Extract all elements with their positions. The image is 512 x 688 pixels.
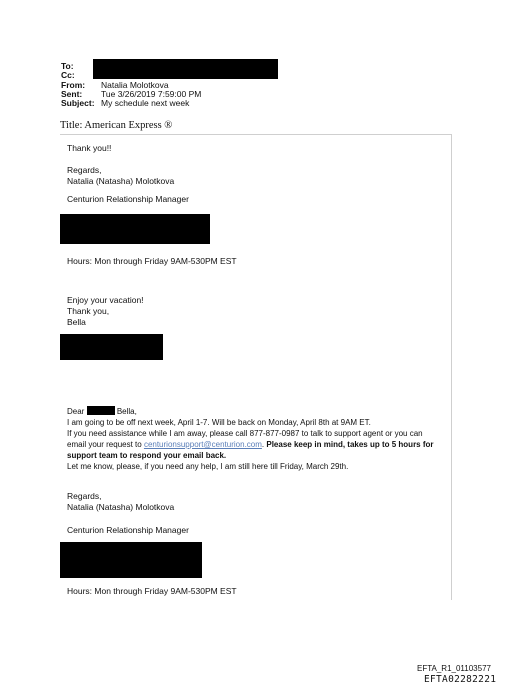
from-label: From: [61,80,86,90]
original-line-4: support team to respond your email back. [67,451,227,460]
original-regards: Regards, [67,491,102,501]
redaction-dear [87,406,115,415]
original-hours: Hours: Mon through Friday 9AM-530PM EST [67,586,237,596]
to-label: To: [61,61,74,71]
frame-top-rule [60,134,452,135]
redaction-bella-signature [60,334,163,360]
redaction-signature-2 [60,542,202,578]
original-line-2: If you need assistance while I am away, please call 877-877-0987 to talk to support agent or you can [67,429,423,438]
line3-post: . [261,440,267,449]
footer-id-1: EFTA_R1_01103577 [417,664,491,673]
reply-regards: Regards, [67,165,102,175]
cc-label: Cc: [61,70,75,80]
bella-name: Bella [67,317,86,327]
reply-role: Centurion Relationship Manager [67,194,189,204]
original-line-5: Let me know, please, if you need any help, I am still here till Friday, March 29th. [67,462,349,471]
original-role: Centurion Relationship Manager [67,525,189,535]
redaction-signature-1 [60,214,210,244]
subject-value: My schedule next week [101,98,190,108]
bella-thank-you: Thank you, [67,306,110,316]
from-value: Natalia Molotkova [101,80,169,90]
footer-id-2: EFTA02282221 [424,674,497,685]
support-email-link[interactable]: centurionsupport@centurion.com [143,440,262,449]
dear-name: Bella, [116,407,137,416]
frame-right-rule [451,134,452,600]
redaction-to-cc [93,59,278,79]
line3-bold: Please keep in mind, takes up to 5 hours for [266,440,434,449]
sent-value: Tue 3/26/2019 7:59:00 PM [101,89,202,99]
document-title: Title: American Express ® [60,120,173,131]
reply-name: Natalia (Natasha) Molotkova [67,176,175,186]
original-name: Natalia (Natasha) Molotkova [67,502,175,512]
bella-vacation: Enjoy your vacation! [67,295,144,305]
subject-label: Subject: [61,98,95,108]
original-line-3 [67,439,452,450]
reply-thanks: Thank you!! [67,143,112,153]
original-salutation [67,406,452,417]
dear-word: Dear [67,407,85,416]
sent-label: Sent: [61,89,83,99]
original-line-1: I am going to be off next week, April 1-7. Will be back on Monday, April 8th at 9AM ET. [67,418,371,427]
line3-pre: email your request to [67,440,144,449]
reply-hours: Hours: Mon through Friday 9AM-530PM EST [67,256,237,266]
